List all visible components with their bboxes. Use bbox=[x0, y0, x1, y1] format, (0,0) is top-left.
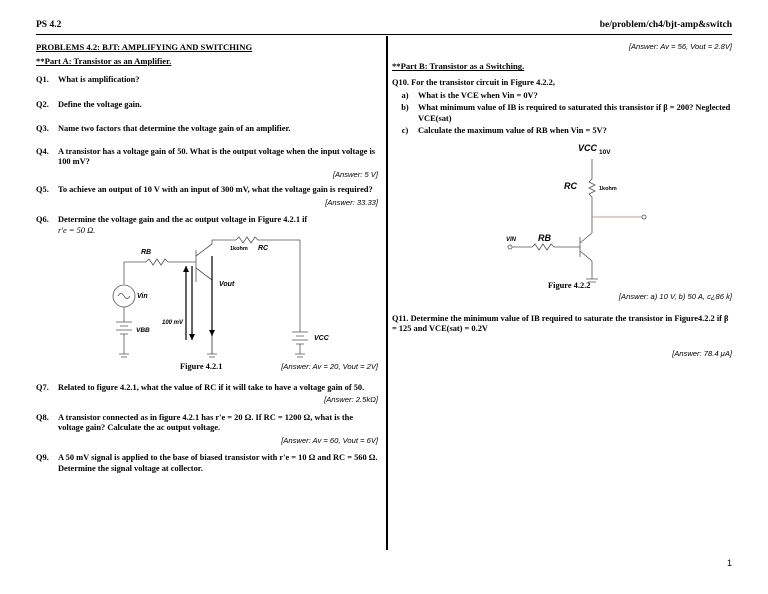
question-number: Q2. bbox=[36, 99, 49, 109]
question-text: A 50 mV signal is applied to the base of biased transistor with r'e = 10 Ω and RC = 560 Ω. Determine the signal voltage at collector. bbox=[58, 453, 378, 473]
header-right: be/problem/ch4/bjt-amp&switch bbox=[599, 20, 732, 30]
vcc-label: VCC bbox=[314, 335, 329, 343]
question-text: Determine the voltage gain and the ac output voltage in Figure 4.2.1 if bbox=[58, 215, 308, 225]
question-q11: Q11. Determine the minimum value of IB required to saturate the transistor in Figure4.2.2 if β = 125 and VCE(sat) = 0.2V bbox=[392, 313, 729, 334]
question-number: Q9. bbox=[36, 453, 49, 463]
question-q9 bbox=[36, 453, 378, 474]
answer-q10: [Answer: a) 10 V, b) 50 A, c¿86 k] bbox=[618, 292, 732, 302]
question-q10-b bbox=[392, 103, 732, 124]
question-q8 bbox=[36, 413, 378, 434]
sub-text: What minimum value of IB is required to saturated this transistor if β = 200? Neglected VCE(sat) bbox=[418, 103, 731, 123]
answer-q9: [Answer: Av = 56, Vout = 2.8V] bbox=[628, 42, 732, 51]
vcc-value: 10V bbox=[599, 148, 611, 156]
sub-text: What is the VCE when Vin = 0V? bbox=[418, 90, 538, 100]
header-rule bbox=[36, 34, 732, 35]
vbb-label: VBB bbox=[136, 327, 150, 335]
question-q10: Q10. For the transistor circuit in Figure 4.2.2, bbox=[392, 78, 555, 88]
sub-label: a) bbox=[401, 90, 409, 100]
question-q5 bbox=[36, 185, 378, 196]
question-q1 bbox=[36, 75, 378, 86]
rc-label: RC bbox=[258, 245, 269, 253]
question-q6 bbox=[36, 215, 378, 236]
question-text: What is amplification? bbox=[58, 75, 140, 85]
page-number: 1 bbox=[726, 558, 732, 568]
left-column bbox=[36, 42, 378, 474]
question-q7 bbox=[36, 383, 378, 394]
rb-label: RB bbox=[538, 232, 551, 243]
answer-q7: [Answer: 2.5kΩ] bbox=[324, 395, 378, 405]
rb-label: RB bbox=[141, 249, 152, 257]
problems-title: PROBLEMS 4.2: BJT: AMPLIFYING AND SWITCHING bbox=[36, 42, 253, 52]
question-q10-a bbox=[392, 91, 732, 102]
question-number: Q3. bbox=[36, 124, 49, 134]
right-column bbox=[392, 42, 732, 358]
question-number: Q8. bbox=[36, 412, 49, 422]
part-b-heading: **Part B: Transistor as a Switching. bbox=[392, 61, 525, 72]
question-q2 bbox=[36, 100, 378, 111]
circuit-diagram-1 bbox=[36, 236, 378, 366]
rc-label: RC bbox=[564, 180, 577, 191]
answer-q6: [Answer: Av = 20, Vout = 2V] bbox=[281, 362, 378, 372]
question-number: Q1. bbox=[36, 75, 49, 85]
question-number: Q7. bbox=[36, 382, 49, 392]
part-a-heading: **Part A: Transistor as an Amplifier. bbox=[36, 55, 172, 66]
sub-text: Calculate the maximum value of RB when Vin = 5V? bbox=[418, 126, 607, 136]
question-condition: r'e = 50 Ω. bbox=[58, 225, 96, 235]
rc-value: 1kohm bbox=[599, 185, 617, 192]
column-divider bbox=[386, 36, 388, 550]
figure-4-2-1-caption: Figure 4.2.1 bbox=[180, 362, 223, 372]
rc-value: 1kohm bbox=[230, 246, 248, 253]
circuit-diagram-2 bbox=[392, 137, 732, 287]
question-text: Name two factors that determine the voltage gain of an amplifier. bbox=[58, 124, 291, 134]
question-q3 bbox=[36, 124, 378, 135]
input-mv-label: 100 mV bbox=[162, 320, 184, 327]
answer-q4: [Answer: 5 V] bbox=[332, 169, 378, 179]
figure-4-2-1 bbox=[36, 236, 378, 366]
figure-4-2-2-caption: Figure 4.2.2 bbox=[548, 280, 591, 290]
vin-label: VIN bbox=[506, 236, 517, 243]
answer-q11: [Answer: 78.4 μA] bbox=[672, 348, 732, 358]
question-text: Related to figure 4.2.1, what the value of RC if it will take to have a voltage gain of 50. bbox=[58, 382, 365, 392]
vin-label: Vin bbox=[137, 293, 148, 301]
header-left: PS 4.2 bbox=[36, 20, 62, 30]
vcc-label: VCC bbox=[578, 142, 598, 153]
figure-4-2-2 bbox=[392, 137, 732, 287]
question-number: Q4. bbox=[36, 146, 49, 156]
sub-label: b) bbox=[401, 103, 409, 113]
question-body bbox=[58, 215, 378, 236]
sub-label: c) bbox=[401, 126, 409, 136]
question-q4 bbox=[36, 147, 378, 168]
vout-label: Vout bbox=[219, 281, 235, 289]
question-number: Q6. bbox=[36, 215, 49, 225]
answer-q8: [Answer: Av = 60, Vout = 6V] bbox=[281, 435, 378, 445]
answer-q5: [Answer: 33.33] bbox=[325, 197, 378, 207]
question-text: A transistor has a voltage gain of 50. What is the output voltage when the input voltage is 100 mV? bbox=[58, 146, 376, 167]
question-text: A transistor connected as in figure 4.2.1 has r'e = 20 Ω. If RC = 1200 Ω, what is the voltage gain? Calculate the ac output voltage. bbox=[58, 412, 354, 433]
question-text: To achieve an output of 10 V with an input of 300 mV, what the voltage gain is required? bbox=[58, 185, 373, 195]
question-q10-c bbox=[392, 126, 732, 137]
question-text: Define the voltage gain. bbox=[58, 99, 142, 109]
question-number: Q5. bbox=[36, 185, 49, 195]
